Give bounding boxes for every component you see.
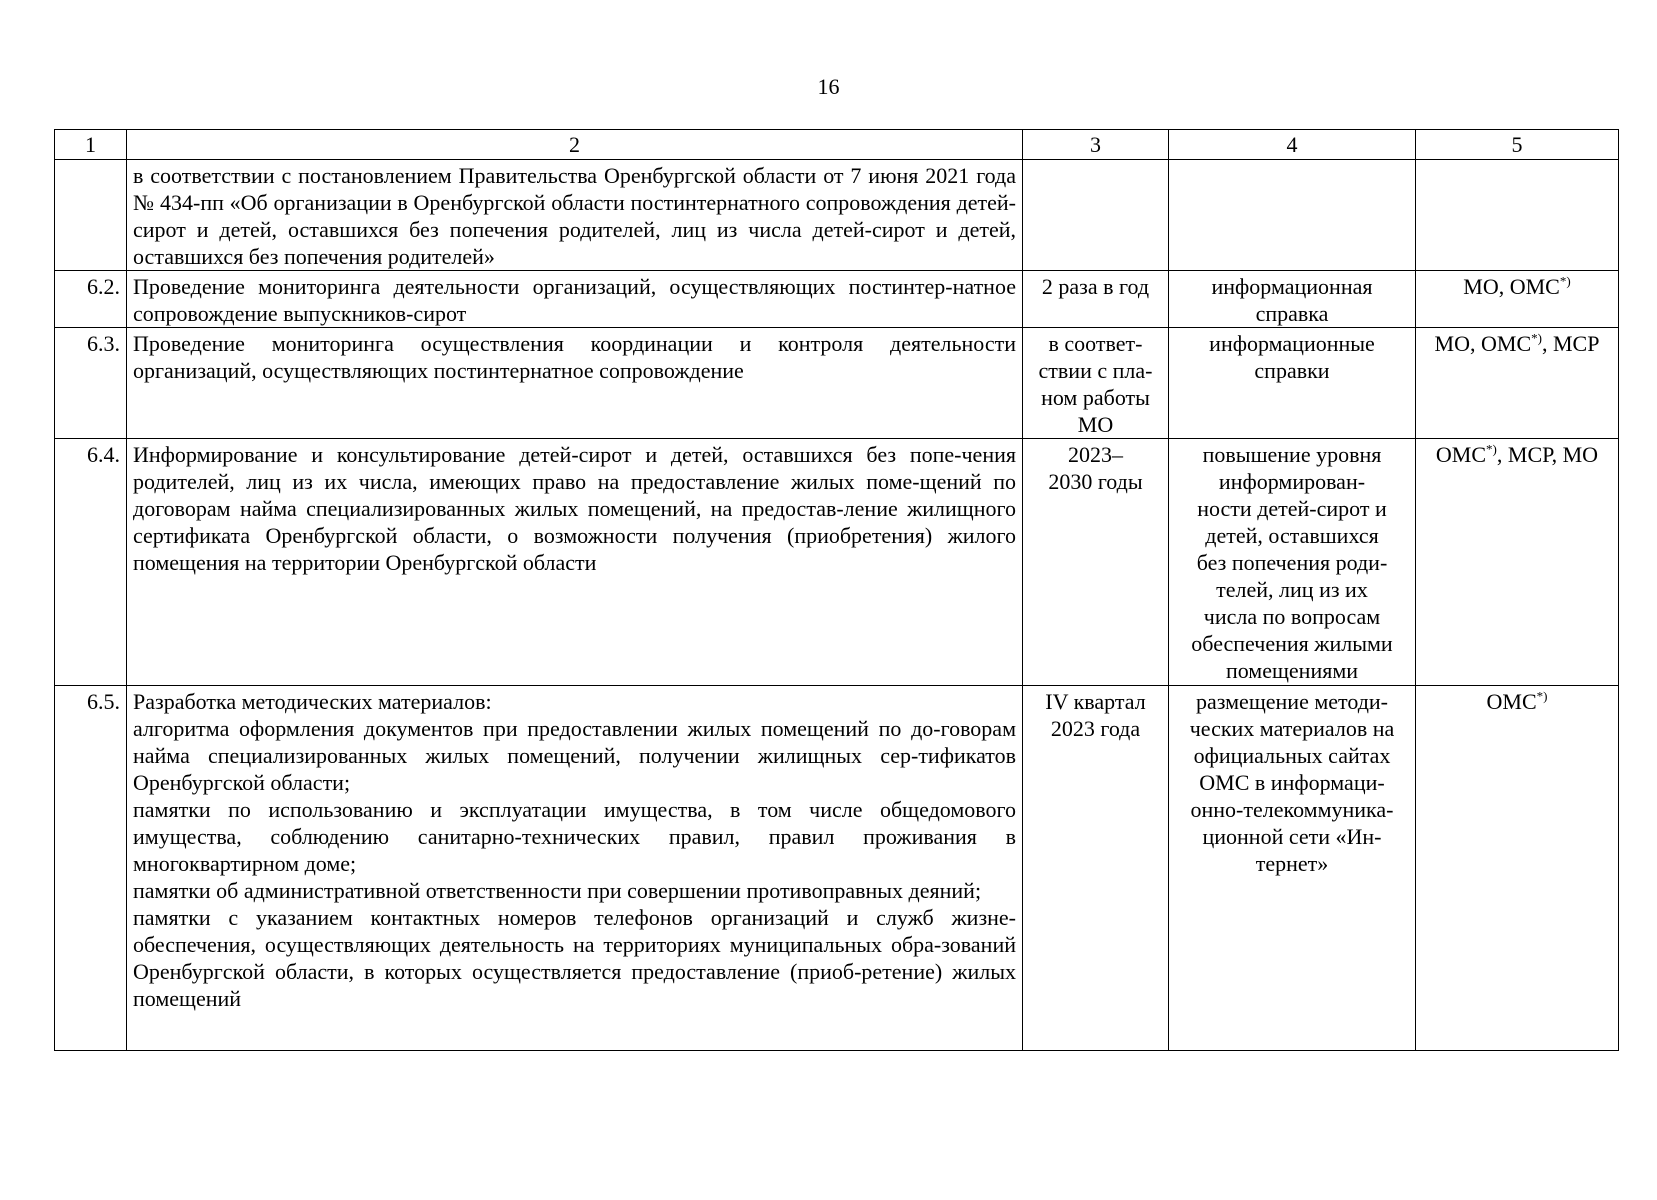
footnote-mark: *) (1559, 273, 1571, 289)
row-responsible (1416, 686, 1619, 1051)
row-term: 2 раза в год (1023, 271, 1169, 328)
table-row (55, 439, 1619, 686)
row-result: повышение уровня информирован- ности детей-сирот и детей, оставшихся без попечения роди- телей, лиц из их числа по вопросам обеспечения жилыми помещениями (1169, 439, 1416, 686)
row-term: 2023– 2030 годы (1023, 439, 1169, 686)
description-paragraph: памятки об административной ответственности при совершении противоправных деяний; (133, 878, 982, 903)
row-number-cell (55, 160, 127, 271)
row-responsible-cell (1416, 160, 1619, 271)
responsible-main: МО, ОМС (1463, 274, 1560, 299)
row-number: 6.4. (55, 439, 127, 686)
table-header-row (55, 130, 1619, 160)
header-col-1: 1 (55, 130, 127, 160)
row-description (127, 686, 1023, 1051)
row-result: информационная справка (1169, 271, 1416, 328)
table-row (55, 271, 1619, 328)
table-row (55, 328, 1619, 439)
row-number: 6.3. (55, 328, 127, 439)
measures-table (54, 129, 1619, 1051)
footnote-mark: *) (1536, 688, 1548, 704)
header-col-3: 3 (1023, 130, 1169, 160)
description-paragraph: памятки по использованию и эксплуатации имущества, в том числе общедомового имущества, соблюдению санитарно-технических правил, правил проживания в многоквартирном доме; (133, 797, 1016, 876)
responsible-tail: , МСР (1541, 331, 1600, 356)
table-row (55, 686, 1619, 1051)
description-paragraph: алгоритма оформления документов при предоставлении жилых помещений по до-говорам найма специализированных жилых помещений, получении жилищных сер-тификатов Оренбургской области; (133, 716, 1016, 795)
responsible-tail: , МСР, МО (1496, 442, 1599, 467)
row-description: Проведение мониторинга деятельности организаций, осуществляющих постинтер-натное сопровождение выпускников-сирот (127, 271, 1023, 328)
row-responsible (1416, 328, 1619, 439)
table-row (55, 160, 1619, 271)
row-description: Проведение мониторинга осуществления координации и контроля деятельности организаций, осуществляющих постинтернатное сопровождение (127, 328, 1023, 439)
page-number: 16 (817, 74, 840, 99)
description-paragraph: Разработка методических материалов: (133, 689, 492, 714)
row-responsible (1416, 271, 1619, 328)
row-term: в соответ- ствии с пла- ном работы МО (1023, 328, 1169, 439)
row-term-cell (1023, 160, 1169, 271)
description-paragraph: памятки с указанием контактных номеров телефонов организаций и служб жизне-обеспечения, осуществляющих деятельность на территориях муниципальных обра-зований Оренбургской области, в которых осуществляется предоставление (приоб-ретение) жилых помещений (133, 905, 1016, 1011)
row-result-cell (1169, 160, 1416, 271)
footnote-mark: *) (1531, 330, 1542, 346)
responsible-main: МО, ОМС (1434, 331, 1532, 356)
row-number: 6.5. (55, 686, 127, 1051)
row-description: Информирование и консультирование детей-сирот и детей, оставшихся без попе-чения родителей, лиц из их числа, имеющих право на предоставление жилых поме-щений по договорам найма специализированных жилых помещений, на предостав-ление жилищного сертификата Оренбургской области, о возможности получения (приобретения) жилого помещения на территории Оренбургской области (127, 439, 1023, 686)
header-col-4: 4 (1169, 130, 1416, 160)
responsible-main: ОМС (1486, 689, 1537, 714)
row-result: информационные справки (1169, 328, 1416, 439)
header-col-2: 2 (127, 130, 1023, 160)
header-col-5: 5 (1416, 130, 1619, 160)
row-description-cell: в соответствии с постановлением Правительства Оренбургской области от 7 июня 2021 года № 434-пп «Об организации в Оренбургской области постинтернатного сопровождения детей-сирот и детей, оставшихся без попечения родителей, лиц из числа детей-сирот и детей, оставшихся без попечения родителей» (127, 160, 1023, 271)
footnote-mark: *) (1486, 441, 1497, 457)
responsible-main: ОМС (1435, 442, 1487, 467)
row-result: размещение методи- ческих материалов на официальных сайтах ОМС в информаци- онно-телекоммуника- ционной сети «Ин- тернет» (1169, 686, 1416, 1051)
row-number: 6.2. (55, 271, 127, 328)
row-responsible (1416, 439, 1619, 686)
row-term: IV квартал 2023 года (1023, 686, 1169, 1051)
